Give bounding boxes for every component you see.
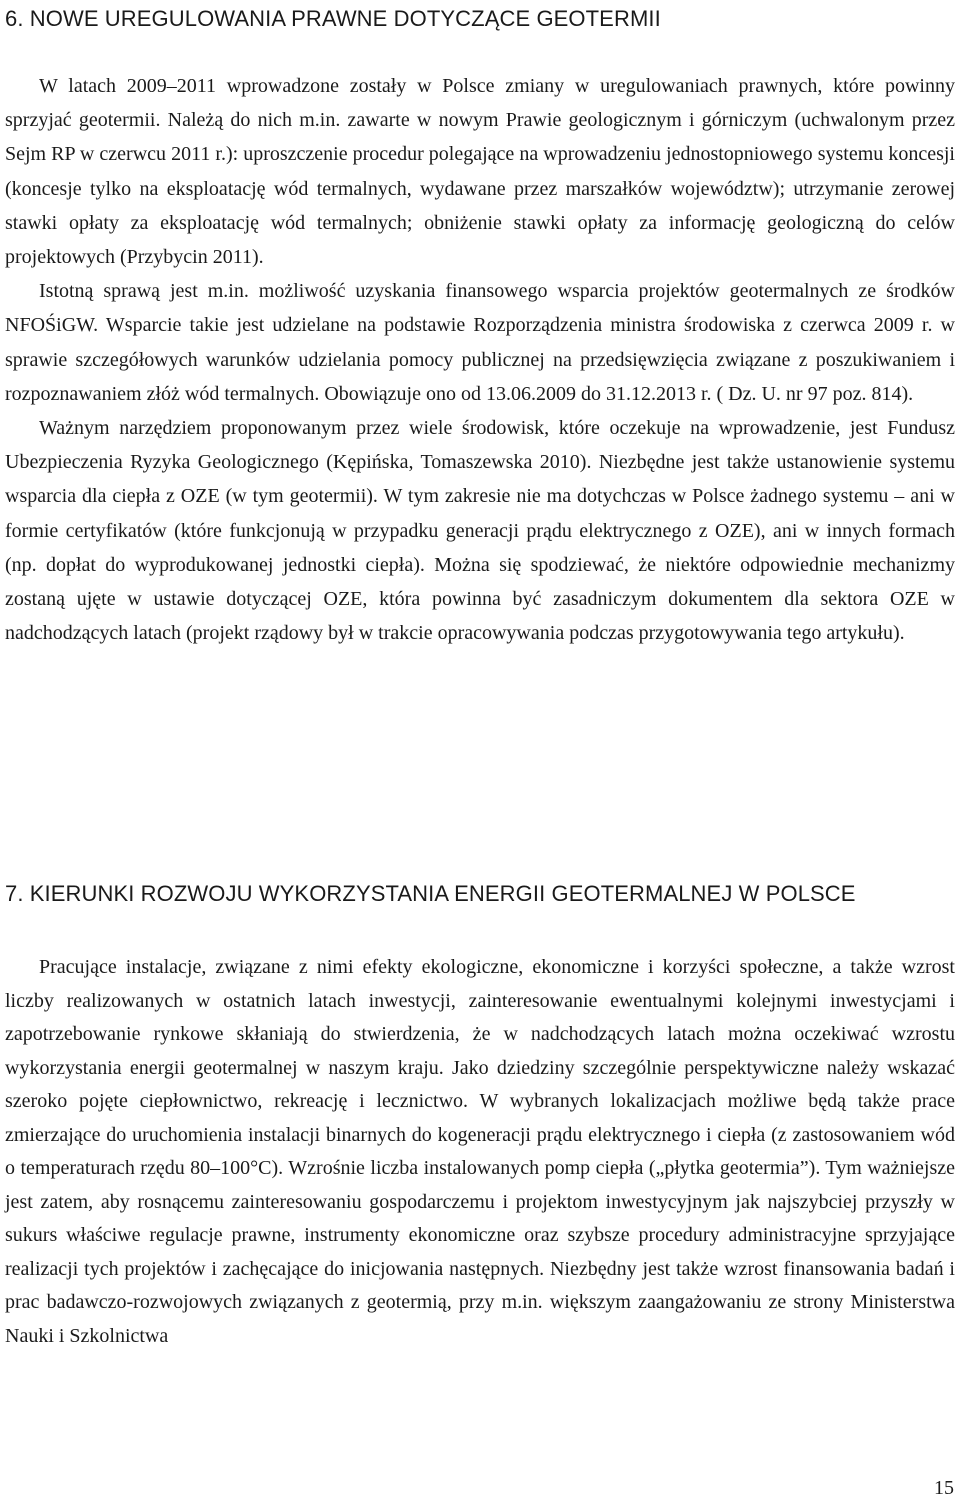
paragraph-financial-support: Istotną sprawą jest m.in. możliwość uzyskania finansowego wsparcia projektów geotermalnych ze środków NFOŚiGW. Wsparcie takie jest udzielane na podstawie Rozporządzenia ministra środowiska z czerwca 2009 r. w sprawie szczegółowych warunków udzielania pomocy publicznej na przedsięwzięcia związane z poszukiwaniem i rozpoznawaniem złóż wód termalnych. Obowiązuje ono od 13.06.2009 do 31.12.2013 r. ( Dz. U. nr 97 poz. 814). — [5, 280, 955, 405]
section-body-7 — [5, 951, 955, 1353]
paragraph-risk-fund: Ważnym narzędziem proponowanym przez wiele środowisk, które oczekuje na wprowadzenie, jest Fundusz Ubezpieczenia Ryzyka Geologicznego (Kępińska, Tomaszewska 2010). Niezbędne jest także ustanowienie systemu wsparcia dla ciepła z OZE (w tym geotermii). W tym zakresie nie ma dotychczas w Polsce żadnego systemu – ani w formie certyfikatów (które funkcjonują w przypadku generacji prądu elektrycznego z OZE), ani w innych formach (np. dopłat do wyprodukowanej jednostki ciepła). Można się spodziewać, że niektóre odpowiednie mechanizmy zostaną ujęte w ustawie dotyczącej OZE, która powinna być zasadniczym dokumentem dla sektora OZE w nadchodzących latach (projekt rządowy był w trakcie opracowywania podczas przygotowywania tego artykułu). — [5, 417, 955, 645]
section-heading-7: 7. KIERUNKI ROZWOJU WYKORZYSTANIA ENERGII GEOTERMALNEJ W POLSCE — [5, 881, 856, 906]
paragraph-legal-changes: W latach 2009–2011 wprowadzone zostały w Polsce zmiany w uregulowaniach prawnych, które powinny sprzyjać geotermii. Należą do nich m.in. zawarte w nowym Prawie geologicznym i górniczym (uchwalonym przez Sejm RP w czerwcu 2011 r.): uproszczenie procedur polegające na wprowadzeniu jednostopniowego systemu koncesji (koncesje tylko na eksploatację wód termalnych, wydawane przez marszałków województw); utrzymanie zerowej stawki opłaty za eksploatację wód termalnych; obniżenie stawki opłaty za informację geologiczną do celów projektowych (Przybycin 2011). — [5, 75, 955, 269]
page-number: 15 — [934, 1477, 954, 1499]
section-body-6 — [5, 69, 955, 650]
paragraph-development-directions: Pracujące instalacje, związane z nimi efekty ekologiczne, ekonomiczne i korzyści społeczne, a także wzrost liczby realizowanych w ostatnich latach inwestycji, zainteresowanie ewentualnymi kolejnymi inwestycjami i zapotrzebowanie rynkowe skłaniają do stwierdzenia, że w nadchodzących latach można oczekiwać wzrostu wykorzystania energii geotermalnej w naszym kraju. Jako dziedziny szczególnie perspektywiczne należy wskazać szeroko pojęte ciepłownictwo, rekreację i lecznictwo. W wybranych lokalizacjach możliwe będą także prace zmierzające do uruchomienia instalacji binarnych do kogeneracji prądu elektrycznego i ciepła (z zastosowaniem wód o temperaturach rzędu 80–100°C). Wzrośnie liczba instalowanych pomp ciepła („płytka geotermia”). Tym ważniejsze jest zatem, aby rosnącemu zainteresowaniu gospodarczemu i projektom inwestycyjnym jak najszybciej przyszły w sukurs właściwe regulacje prawne, instrumenty ekonomiczne oraz szybsze procedury administracyjne sprzyjające realizacji tych projektów i zachęcające do inicjowania następnych. Niezbędny jest także wzrost finansowania badań i prac badawczo-rozwojowych związanych z geotermią, przy m.in. większym zaangażowaniu ze strony Ministerstwa Nauki i Szkolnictwa — [5, 956, 955, 1347]
section-heading-6: 6. NOWE UREGULOWANIA PRAWNE DOTYCZĄCE GEOTERMII — [5, 6, 661, 31]
